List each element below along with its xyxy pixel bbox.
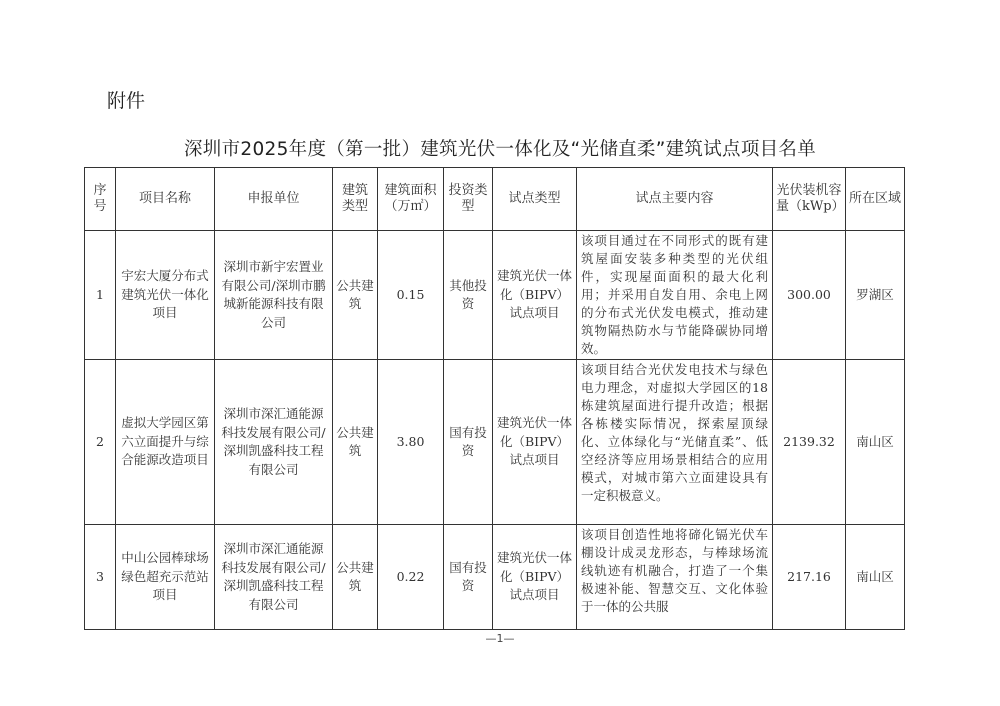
cell-capacity: 300.00 (773, 231, 846, 360)
cell-name: 中山公园棒球场绿色超充示范站项目 (116, 525, 215, 630)
document-title: 深圳市2025年度（第一批）建筑光伏一体化及“光储直柔”建筑试点项目名单 (183, 139, 817, 160)
cell-content (577, 360, 773, 525)
cell-pilot: 建筑光伏一体化（BIPV）试点项目 (493, 525, 577, 630)
cell-seq: 1 (85, 231, 116, 360)
page-number: —1— (485, 632, 515, 645)
cell-area: 0.22 (378, 525, 444, 630)
cell-invest: 其他投资 (444, 231, 493, 360)
header-invest: 投资类型 (444, 168, 493, 231)
cell-type: 公共建筑 (333, 360, 378, 525)
header-unit: 申报单位 (215, 168, 333, 231)
cell-pilot: 建筑光伏一体化（BIPV）试点项目 (493, 231, 577, 360)
content-text: 该项目创造性地将碲化镉光伏车棚设计成灵龙形态，与棒球场流线轨迹有机融合，打造了一个集极速补能、智慧交互、文化体验于一体的公共服 (581, 527, 768, 614)
cell-name: 虚拟大学园区第六立面提升与综合能源改造项目 (116, 360, 215, 525)
cell-invest: 国有投资 (444, 525, 493, 630)
content-text: 该项目结合光伏发电技术与绿色电力理念，对虚拟大学园区的18栋建筑屋面进行提升改造；根据各栋楼实际情况，探索屋顶绿化、立体绿化与“光储直柔”、低空经济等应用场景相结合的应用模式，对城市第六立面建设具有一定积极意义。 (581, 362, 768, 503)
cell-seq: 3 (85, 525, 116, 630)
cell-seq: 2 (85, 360, 116, 525)
cell-unit: 深圳市深汇通能源科技发展有限公司/深圳凯盛科技工程有限公司 (215, 360, 333, 525)
header-capacity: 光伏装机容量（kWp） (773, 168, 846, 231)
attachment-label: 附件 (107, 90, 146, 112)
header-seq: 序号 (85, 168, 116, 231)
cell-content (577, 231, 773, 360)
cell-unit: 深圳市深汇通能源科技发展有限公司/深圳凯盛科技工程有限公司 (215, 525, 333, 630)
cell-district: 南山区 (846, 525, 905, 630)
cell-type: 公共建筑 (333, 525, 378, 630)
cell-district: 南山区 (846, 360, 905, 525)
header-name: 项目名称 (116, 168, 215, 231)
cell-area: 3.80 (378, 360, 444, 525)
cell-pilot: 建筑光伏一体化（BIPV）试点项目 (493, 360, 577, 525)
header-area: 建筑面积（万㎡） (378, 168, 444, 231)
header-pilot: 试点类型 (493, 168, 577, 231)
header-district: 所在区域 (846, 168, 905, 231)
cell-capacity: 2139.32 (773, 360, 846, 525)
cell-content (577, 525, 773, 630)
table-row (85, 525, 905, 630)
cell-name: 宇宏大厦分布式建筑光伏一体化项目 (116, 231, 215, 360)
cell-capacity: 217.16 (773, 525, 846, 630)
cell-type: 公共建筑 (333, 231, 378, 360)
header-type: 建筑类型 (333, 168, 378, 231)
cell-district: 罗湖区 (846, 231, 905, 360)
table-row (85, 360, 905, 525)
cell-invest: 国有投资 (444, 360, 493, 525)
project-table (84, 167, 905, 630)
cell-unit: 深圳市新宇宏置业有限公司/深圳市鹏城新能源科技有限公司 (215, 231, 333, 360)
header-content: 试点主要内容 (577, 168, 773, 231)
table-header-row (85, 168, 905, 231)
cell-area: 0.15 (378, 231, 444, 360)
table-row (85, 231, 905, 360)
content-text: 该项目通过在不同形式的既有建筑屋面安装多种类型的光伏组件，实现屋面面积的最大化利用；并采用自发自用、余电上网的分布式光伏发电模式，推动建筑物隔热防水与节能降碳协同增效。 (581, 233, 768, 356)
